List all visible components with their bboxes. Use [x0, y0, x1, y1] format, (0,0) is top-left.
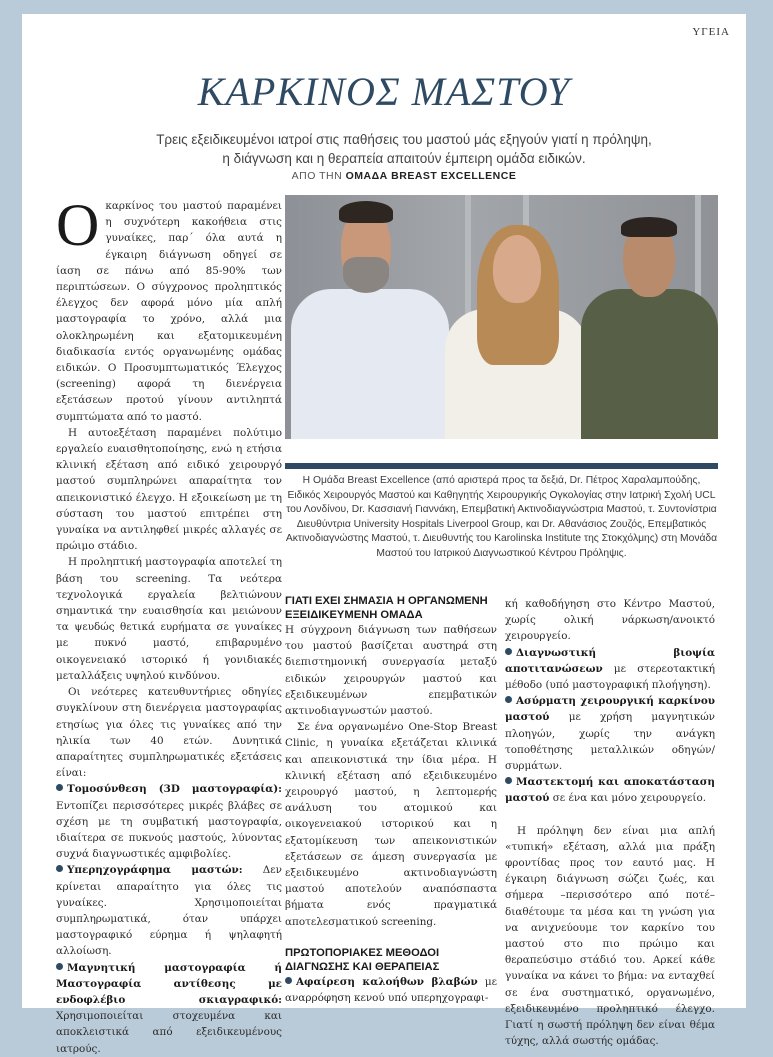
column-2: [285, 594, 497, 1006]
bullet-dot-icon: [505, 696, 512, 703]
paragraph-one-stop-clinic: Σε ένα οργανωμένο One-Stop Breast Clinic, η γυναίκα εξετάζεται κλινικά και απεικονιστικά την ίδια μέρα. Η κλινική εξέταση από εξειδικευμένο χειρουργό μαστού, η λεπτομερής ανάλυση του ατομικού και οικογενειακού ιστορικού και η εξατομίκευση των απεικονιστικών εξετάσεων σε άμεση συνεργασία με εξειδικευμένο ακτινοδιαγνώστη μαστού αποτελούν αναπόσπαστα βήματα ενός πραγματικά αποτελεσματικού screening.: [285, 721, 497, 928]
subtitle-line-2: η διάγνωση και η θεραπεία απαιτούν έμπειρη ομάδα ειδικών.: [222, 151, 586, 166]
bullet-title: Τομοσύνθεση (3D μαστογραφία):: [67, 783, 282, 796]
bullet-benign-removal: [285, 974, 497, 1006]
byline: [82, 170, 726, 182]
team-photo: [285, 195, 718, 439]
bullet-dot-icon: [56, 963, 63, 970]
bullet-title: Ασύρματη χειρουργική καρκίνου μαστού: [505, 695, 715, 724]
bullet-text: Δεν κρίνεται απαραίτητο για όλες τις γυναίκες. Χρησιμοποιείται συμπληρωματικά, όταν υπάρχει μαστογραφικό εύρημα ή ψηλαφητή αλλοίωση.: [56, 864, 282, 958]
bullet-mri: [56, 960, 282, 1057]
bullet-title: Διαγνωστική βιοψία αποτιτανώσεων: [505, 646, 715, 675]
bullet-text: με αναρρόφηση κενού υπό υπερηχογραφι-: [285, 975, 497, 1005]
paragraph-closing: Η πρόληψη δεν είναι μια απλή «τυπική» εξέταση, αλλά μια πράξη φροντίδας προς τον εαυτό μας. Η έγκαιρη διάγνωση σώζει ζωές, και σήμερα –περισσότερο από ποτέ– διαθέτουμε τα μέσα και τη γνώση για να ανιχνεύουμε τον καρκίνο του μαστού στο πιο πρώιμο και θεραπεύσιμο στάδιό του. Αρκεί κάθε γυναίκα να κάνει το βήμα: να ενταχθεί σε ένα συστηματικό, οργανωμένο, εξειδικευμένο προληπτικό έλεγχο. Γιατί η σωστή πρόληψη δεν είναι θέμα τύχης, αλλά σωστής ομάδας.: [505, 824, 715, 1048]
byline-prefix: ΑΠΟ ΤΗΝ: [291, 170, 346, 182]
person-center: [445, 195, 590, 439]
bullet-title: Μαστεκτομή και αποκατάσταση μαστού: [505, 776, 715, 805]
byline-author: ΟΜΑΔΑ BREAST EXCELLENCE: [345, 170, 517, 182]
article-title: ΚΑΡΚΙΝΟΣ ΜΑΣΤΟΥ: [197, 69, 571, 114]
photo-caption: Η Ομάδα Breast Excellence (από αριστερά προς τα δεξιά, Dr. Πέτρος Χαραλαμπούδης, Ειδικός Χειρουργός Μαστού και Καθηγητής Χειρουργικής Ογκολογίας στην Ιατρική Σχολή UCL του Λονδίνου, Dr. Κασσιανή Γιαννάκη, Επεμβατική Ακτινοδιαγνώστρια Μαστού, τ. Συντονίστρια Διευθύντρια University Hospitals Liverpool Group, και Dr. Αθανάσιος Ζουζός, Επεμβατικός Ακτινοδιαγνώστης Μαστού, τ. Διευθυντής του Karolinska Institute της Στοκχόλμης) στη Μονάδα Μαστού του Ιατρικού Διαγνωστικού Κέντρου Πρόληψις.: [285, 475, 718, 559]
bullet-dot-icon: [56, 784, 63, 791]
spacer: [505, 807, 715, 823]
bullet-text: με στερεοτακτική μέθοδο (υπό μαστογραφική πλοήγηση).: [505, 662, 715, 692]
bullet-text: σε ένα και μόνο χειρουργείο.: [549, 792, 707, 805]
column-3: [505, 596, 715, 1049]
bullet-dot-icon: [56, 865, 63, 872]
bullet-title: Μαγνητική μαστογραφία ή Μαστογραφία αντίθεσης με ενδοφλέβιο σκιαγραφικό:: [56, 961, 282, 1006]
magazine-page: [22, 14, 746, 1055]
paragraph-mammography: Η προληπτική μαστογραφία αποτελεί τη βάση του screening. Τα νεότερα τεχνολογικά εργαλεία βελτιώνουν σημαντικά την ευαισθησία και μειώνουν τα ψευδώς θετικά ευρήματα σε γυναίκες με πυκνό μαστό, επιβαρυμένο οικογενειακό ιστορικό ή γονιδιακές μεταλλάξεις υψηλού κινδύνου.: [56, 556, 282, 682]
bullet-ultrasound: [56, 862, 282, 959]
subtitle-line-1: Τρεις εξειδικευμένοι ιατροί στις παθήσεις του μαστού μάς εξηγούν γιατί η πρόληψη,: [156, 132, 652, 147]
bullet-dot-icon: [505, 777, 512, 784]
bullet-text: Χρησιμοποιείται στοχευμένα και αποκλειστικά από εξειδικευμένους ιατρούς.: [56, 1010, 282, 1055]
bullet-text: με χρήση μαγνητικών πλοηγών, χωρίς την ανάγκη τοποθέτησης μεταλλικών οδηγών/συρμάτων.: [505, 711, 715, 773]
paragraph-multidisciplinary: Η σύγχρονη διάγνωση των παθήσεων του μαστού βασίζεται αυστηρά στη διεπιστημονική συνεργασία μεταξύ ειδικών χειρουργών μαστού και εξειδικευμένων επεμβατικών ακτινοδιαγνωστών μαστού.: [285, 624, 497, 718]
bullet-biopsy: [505, 645, 715, 694]
bullet-tomosynthesis: [56, 781, 282, 862]
heading-innovative-methods: ΠΡΩΤΟΠΟΡΙΑΚΕΣ ΜΕΘΟΔΟΙ ΔΙΑΓΝΩΣΗΣ ΚΑΙ ΘΕΡΑΠΕΙΑΣ: [285, 946, 440, 973]
bullet-title: Αφαίρεση καλοήθων βλαβών: [296, 975, 478, 988]
bullet-dot-icon: [285, 977, 292, 984]
bullet-wireless-surgery: [505, 693, 715, 774]
bullet-text: Εντοπίζει περισσότερες μικρές βλάβες σε σχέση με τη συμβατική μαστογραφία, ιδιαίτερα σε πυκνούς μαστούς, λύνοντας συχνά διαγνωστικές αμφιβολίες.: [56, 799, 282, 861]
spacer: [285, 930, 497, 946]
paragraph-guidelines: Οι νεότερες κατευθυντήριες οδηγίες συγκλίνουν στη διενέργεια μαστογραφίας ετησίως για όλες τις γυναίκες από την ηλικία των 40 ετών. Δυνητικά απαραίτητες συμπληρωματικές εξετάσεις είναι:: [56, 686, 282, 780]
person-left: [291, 195, 451, 439]
paragraph-intro: [56, 192, 282, 425]
caption-divider: [285, 463, 718, 469]
person-right: [581, 195, 718, 439]
column-1: [56, 192, 282, 1057]
drop-cap: Ο: [56, 192, 100, 258]
bullet-continuation: κή καθοδήγηση στο Κέντρο Μαστού, χωρίς ολική νάρκωση/ανοικτό χειρουργείο.: [505, 598, 715, 643]
section-tag: ΥΓΕΙΑ: [692, 26, 730, 38]
heading-organized-team: ΓΙΑΤΙ ΕΧΕΙ ΣΗΜΑΣΙΑ Η ΟΡΓΑΝΩΜΕΝΗ ΕΞΕΙΔΙΚΕΥΜΕΝΗ ΟΜΑΔΑ: [285, 595, 488, 621]
bullet-title: Υπερηχογράφημα μαστών:: [67, 864, 243, 877]
bullet-dot-icon: [505, 648, 512, 655]
intro-text: καρκίνος του μαστού παραμένει η συχνότερη κακοήθεια στις γυναίκες, παρ΄ όλα αυτά η έγκαιρη διάγνωση οδηγεί σε ίαση σε πάνω από 85-90% των περιπτώσεων. Ο σύγχρονος προληπτικός έλεγχος δεν αφορά μόνο μία απλή μαστογραφία το χρόνο, αλλά μια ολοκληρωμένη και εξατομικευμένη διαδικασία εντός οργανωμένης ομάδας ειδικών. Ο Προσυμπτωματικός Έλεγχος (screening) αφορά τη διενέργεια εξετάσεων προτού γίνουν αντιληπτά συμπτώματα από το μαστό.: [56, 200, 282, 423]
bullet-mastectomy: [505, 774, 715, 806]
paragraph-self-exam: Η αυτοεξέταση παραμένει πολύτιμο εργαλείο ευαισθητοποίησης, ενώ η ετήσια κλινική εξέταση από ειδικό χειρουργό μαστού συμπληρώνει απαραίτητα τον απεικονιστικό έλεγχο. Η εξοικείωση με τη σύσταση του μαστού επιτρέπει στη γυναίκα να αντιληφθεί μικρές αλλαγές σε πρώιμο στάδιο.: [56, 426, 282, 553]
article-subtitle: [82, 130, 726, 168]
